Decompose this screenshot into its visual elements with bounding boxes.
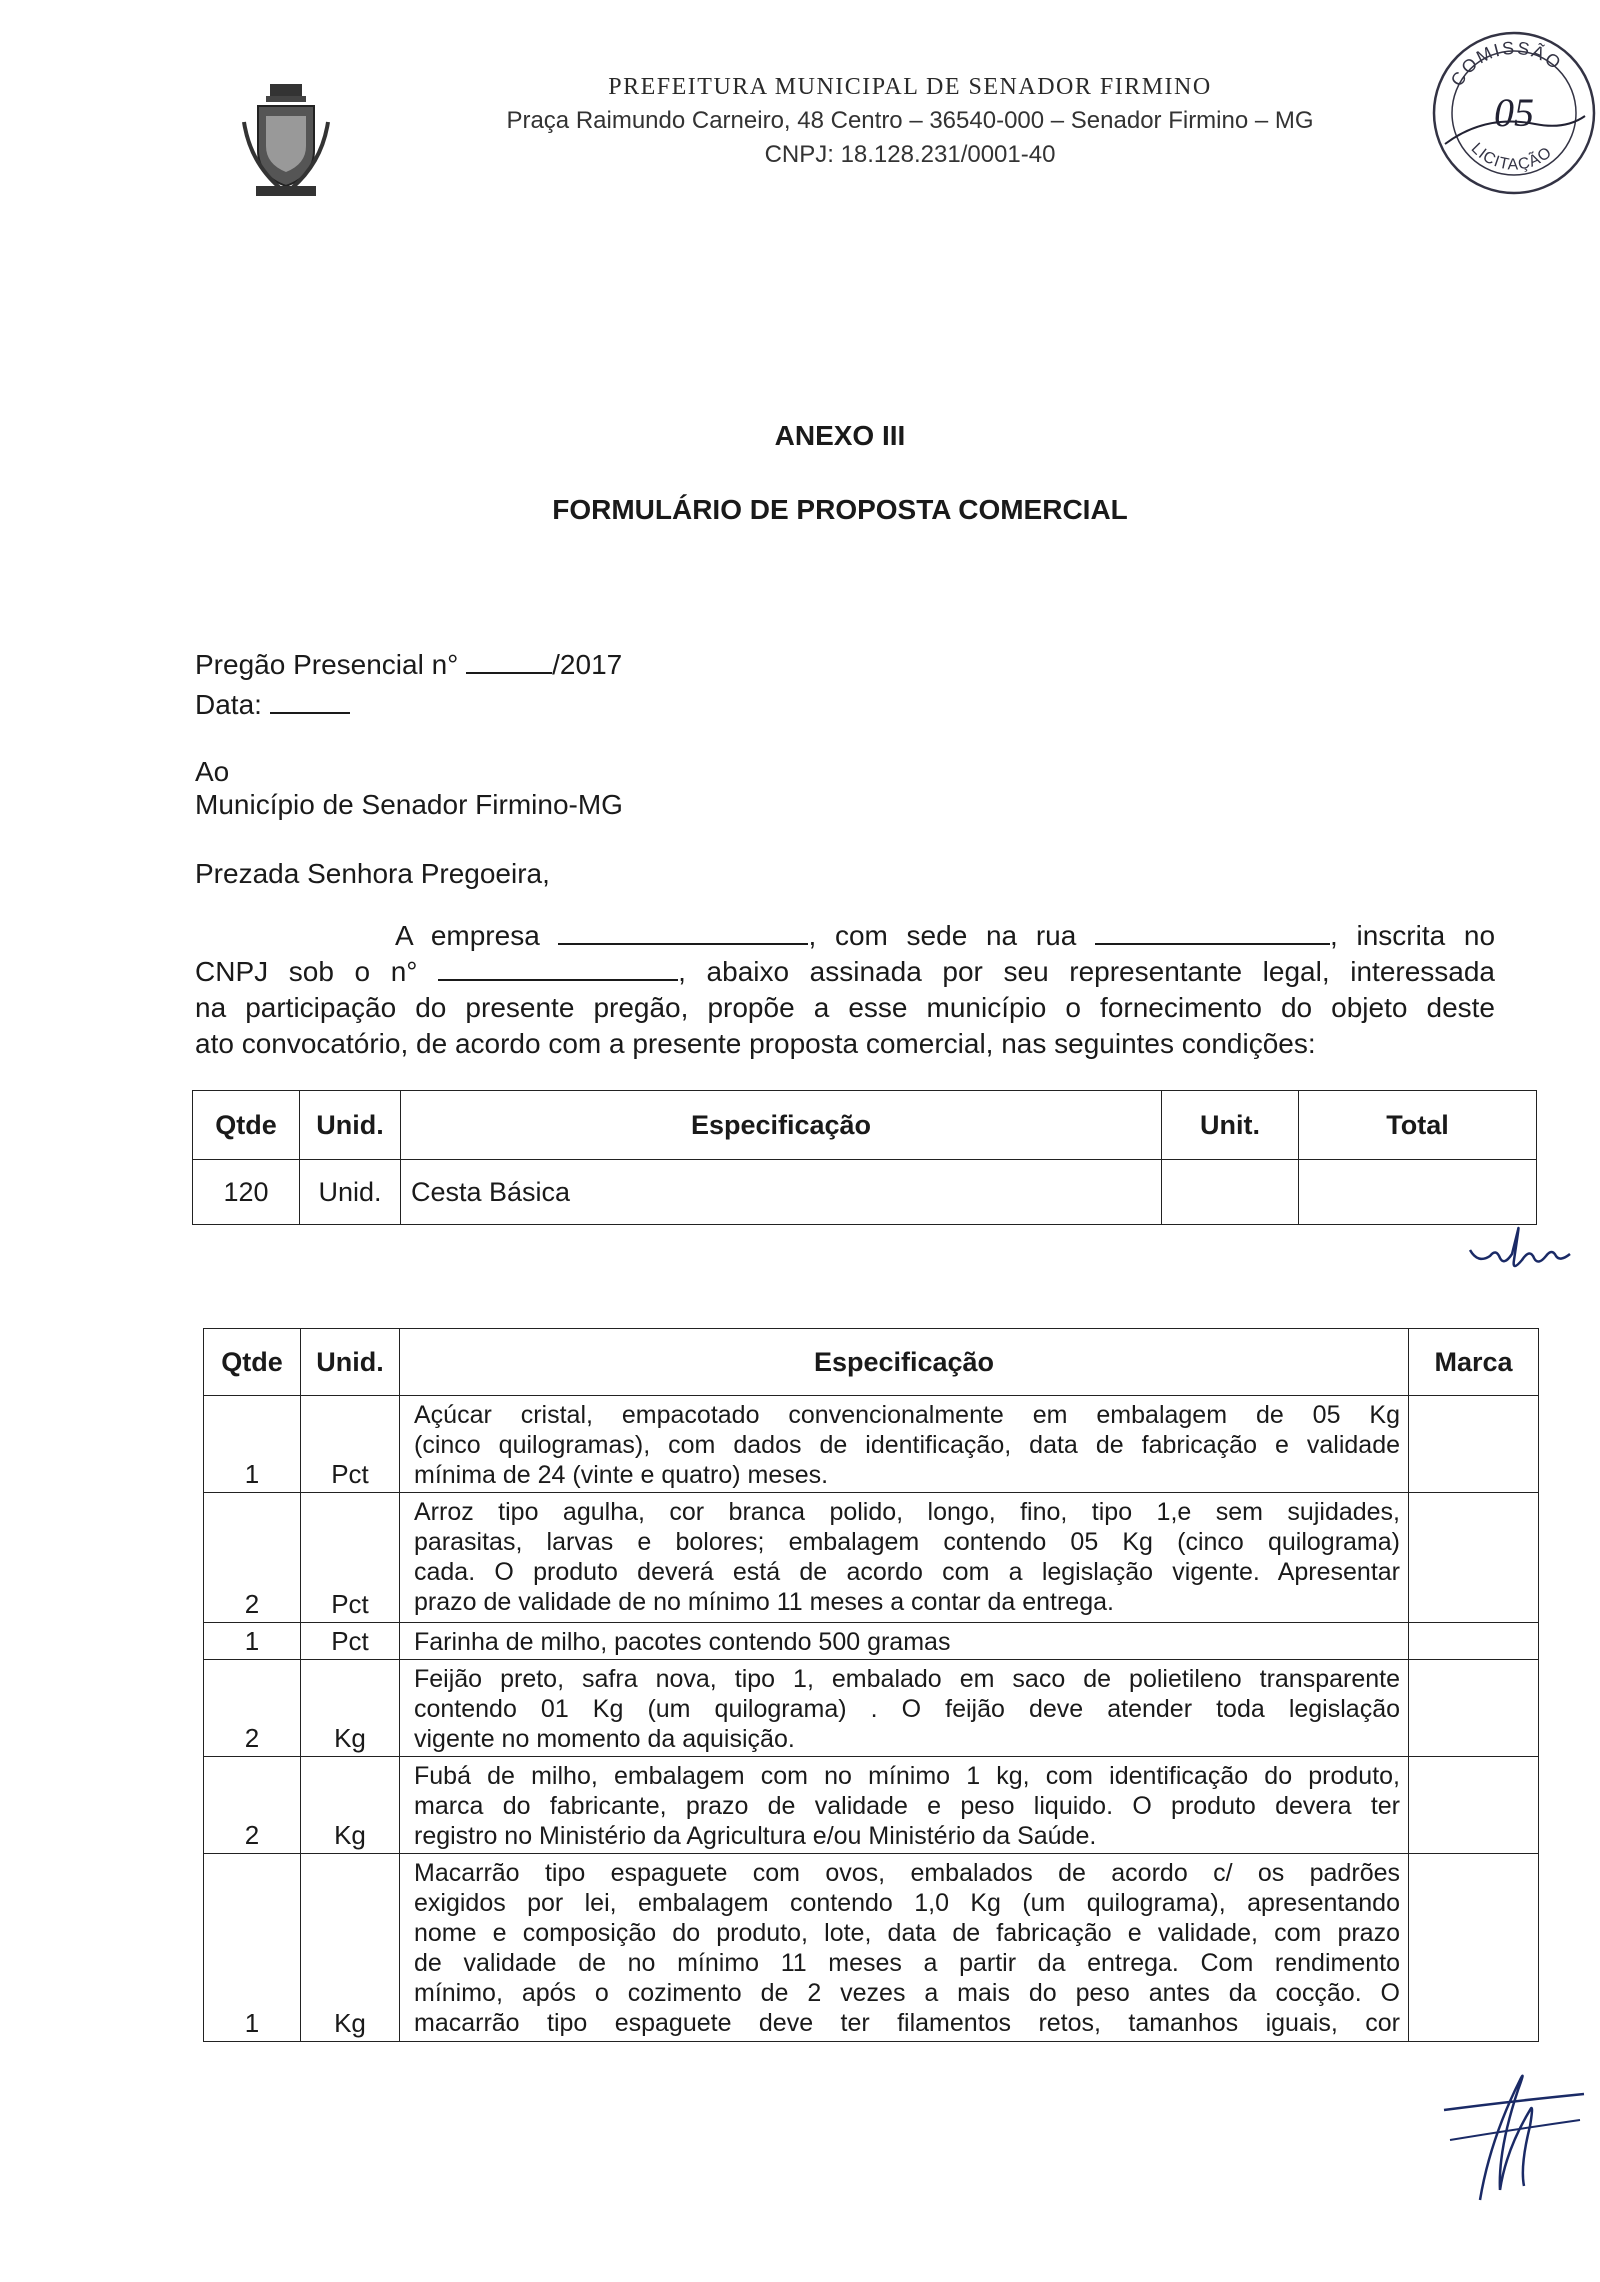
cell-spec: Cesta Básica <box>401 1160 1162 1225</box>
institution-address: Praça Raimundo Carneiro, 48 Centro – 36540-000 – Senador Firmino – MG <box>506 107 1314 134</box>
cell-marca[interactable] <box>1409 1493 1539 1623</box>
institution-name: PREFEITURA MUNICIPAL DE SENADOR FIRMINO <box>608 74 1212 100</box>
date-blank[interactable] <box>270 688 350 714</box>
letterhead <box>430 74 1390 169</box>
signature-icon <box>1440 2040 1590 2210</box>
street-blank[interactable] <box>1095 919 1330 945</box>
col-total: Total <box>1299 1091 1537 1160</box>
col-qtde: Qtde <box>204 1329 301 1396</box>
cell-marca[interactable] <box>1409 1660 1539 1757</box>
company-name-blank[interactable] <box>558 919 808 945</box>
col-especificacao: Especificação <box>400 1329 1409 1396</box>
cell-spec: Farinha de milho, pacotes contendo 500 gramas <box>400 1623 1409 1660</box>
cell-marca[interactable] <box>1409 1854 1539 2042</box>
col-marca: Marca <box>1409 1329 1539 1396</box>
table-row: 2 Kg Feijão preto, safra nova, tipo 1, embalado em saco de polietileno transparente contendo 01 Kg (um quilograma) . O feijão deve atender toda legislação vigente no momento da aquisição. <box>204 1660 1539 1757</box>
greeting: Prezada Senhora Pregoeira, <box>195 858 550 889</box>
svg-text:COMISSÃO <box>1447 38 1566 90</box>
col-unid: Unid. <box>301 1329 400 1396</box>
cell-spec: Fubá de milho, embalagem com no mínimo 1 kg, com identificação do produto, marca do fabricante, prazo de validade e peso liquido. O produto devera ter registro no Ministério da Agricultura e/ou Ministério da Saúde. <box>400 1757 1409 1854</box>
price-table <box>192 1090 1537 1225</box>
table-row: 1 Kg Macarrão tipo espaguete com ovos, embalados de acordo c/ os padrões exigidos por lei, embalagem contendo 1,0 Kg (um quilograma), apresentando nome e composição do produto, lote, data de fabricação e validade, com prazo de validade de no mínimo 11 meses a partir da entrega. Com rendimento mínimo, após o cozimento de 2 vezes a mais do peso antes da cocção. O macarrão tipo espaguete deve ter filamentos retos, tamanhos iguais, cor <box>204 1854 1539 2042</box>
addressee-to: Ao <box>195 756 230 787</box>
commission-stamp-icon <box>1425 24 1600 202</box>
cell-marca[interactable] <box>1409 1623 1539 1660</box>
col-unid: Unid. <box>300 1091 401 1160</box>
cell-marca[interactable] <box>1409 1757 1539 1854</box>
pregao-number-blank[interactable] <box>466 648 552 674</box>
form-title: FORMULÁRIO DE PROPOSTA COMERCIAL <box>552 494 1128 525</box>
cell-unid: Unid. <box>300 1160 401 1225</box>
cnpj-blank[interactable] <box>438 955 678 981</box>
table-row: 2 Kg Fubá de milho, embalagem com no mínimo 1 kg, com identificação do produto, marca do fabricante, prazo de validade e peso liquido. O produto devera ter registro no Ministério da Agricultura e/ou Ministério da Saúde. <box>204 1757 1539 1854</box>
cell-marca[interactable] <box>1409 1396 1539 1493</box>
pregao-line: Pregão Presencial n° /2017 <box>195 649 623 680</box>
table-header-row <box>193 1091 1537 1160</box>
cell-spec: Macarrão tipo espaguete com ovos, embalados de acordo c/ os padrões exigidos por lei, embalagem contendo 1,0 Kg (um quilograma), apresentando nome e composição do produto, lote, data de fabricação e validade, com prazo de validade de no mínimo 11 meses a partir da entrega. Com rendimento mínimo, após o cozimento de 2 vezes a mais do peso antes da cocção. O macarrão tipo espaguete deve ter filamentos retos, tamanhos iguais, cor <box>400 1854 1409 2042</box>
items-table <box>203 1328 1539 2042</box>
initials-signature-icon <box>1460 1210 1600 1290</box>
table-header-row <box>204 1329 1539 1396</box>
table-row: 1 Pct Açúcar cristal, empacotado convencionalmente em embalagem de 05 Kg (cinco quilogramas), com dados de identificação, data de fabricação e validade mínima de 24 (vinte e quatro) meses. <box>204 1396 1539 1493</box>
stamp-top-text: COMISSÃO <box>1446 37 1566 90</box>
table-row <box>193 1160 1537 1225</box>
cell-spec: Açúcar cristal, empacotado convencionalmente em embalagem de 05 Kg (cinco quilogramas), com dados de identificação, data de fabricação e validade mínima de 24 (vinte e quatro) meses. <box>400 1396 1409 1493</box>
col-unit: Unit. <box>1162 1091 1299 1160</box>
cell-qtde: 120 <box>193 1160 300 1225</box>
municipal-crest-icon <box>240 82 332 200</box>
col-especificacao: Especificação <box>401 1091 1162 1160</box>
cell-spec: Feijão preto, safra nova, tipo 1, embalado em saco de polietileno transparente contendo 01 Kg (um quilograma) . O feijão deve atender toda legislação vigente no momento da aquisição. <box>400 1660 1409 1757</box>
col-qtde: Qtde <box>193 1091 300 1160</box>
proposal-paragraph: A empresa , com sede na rua , inscrita no CNPJ sob o n° , abaixo assinada por seu representante legal, interessada na participação do presente pregão, propõe a esse município o fornecimento do objeto deste ato convocatório, de acordo com a presente proposta comercial, nas seguintes condições: <box>195 920 1496 1059</box>
institution-cnpj: CNPJ: 18.128.231/0001-40 <box>764 141 1056 168</box>
stamp-number: 05 <box>1494 90 1534 135</box>
cell-unit-price[interactable] <box>1162 1160 1299 1225</box>
date-line: Data: <box>195 688 350 722</box>
stamp-bottom-text: LICITAÇÃO <box>1467 140 1556 174</box>
table-row: 1 Pct Farinha de milho, pacotes contendo 500 gramas <box>204 1623 1539 1660</box>
addressee-entity: Município de Senador Firmino-MG <box>195 789 623 820</box>
cell-spec: Arroz tipo agulha, cor branca polido, longo, fino, tipo 1,e sem sujidades, parasitas, larvas e bolores; embalagem contendo 05 Kg (cinco quilograma) cada. O produto deverá está de acordo com a legislação vigente. Apresentar prazo de validade de no mínimo 11 meses a contar da entrega. <box>400 1493 1409 1623</box>
table-row: 2 Pct Arroz tipo agulha, cor branca polido, longo, fino, tipo 1,e sem sujidades, parasitas, larvas e bolores; embalagem contendo 05 Kg (cinco quilograma) cada. O produto deverá está de acordo com a legislação vigente. Apresentar prazo de validade de no mínimo 11 meses a contar da entrega. <box>204 1493 1539 1623</box>
annex-title: ANEXO III <box>774 420 906 451</box>
